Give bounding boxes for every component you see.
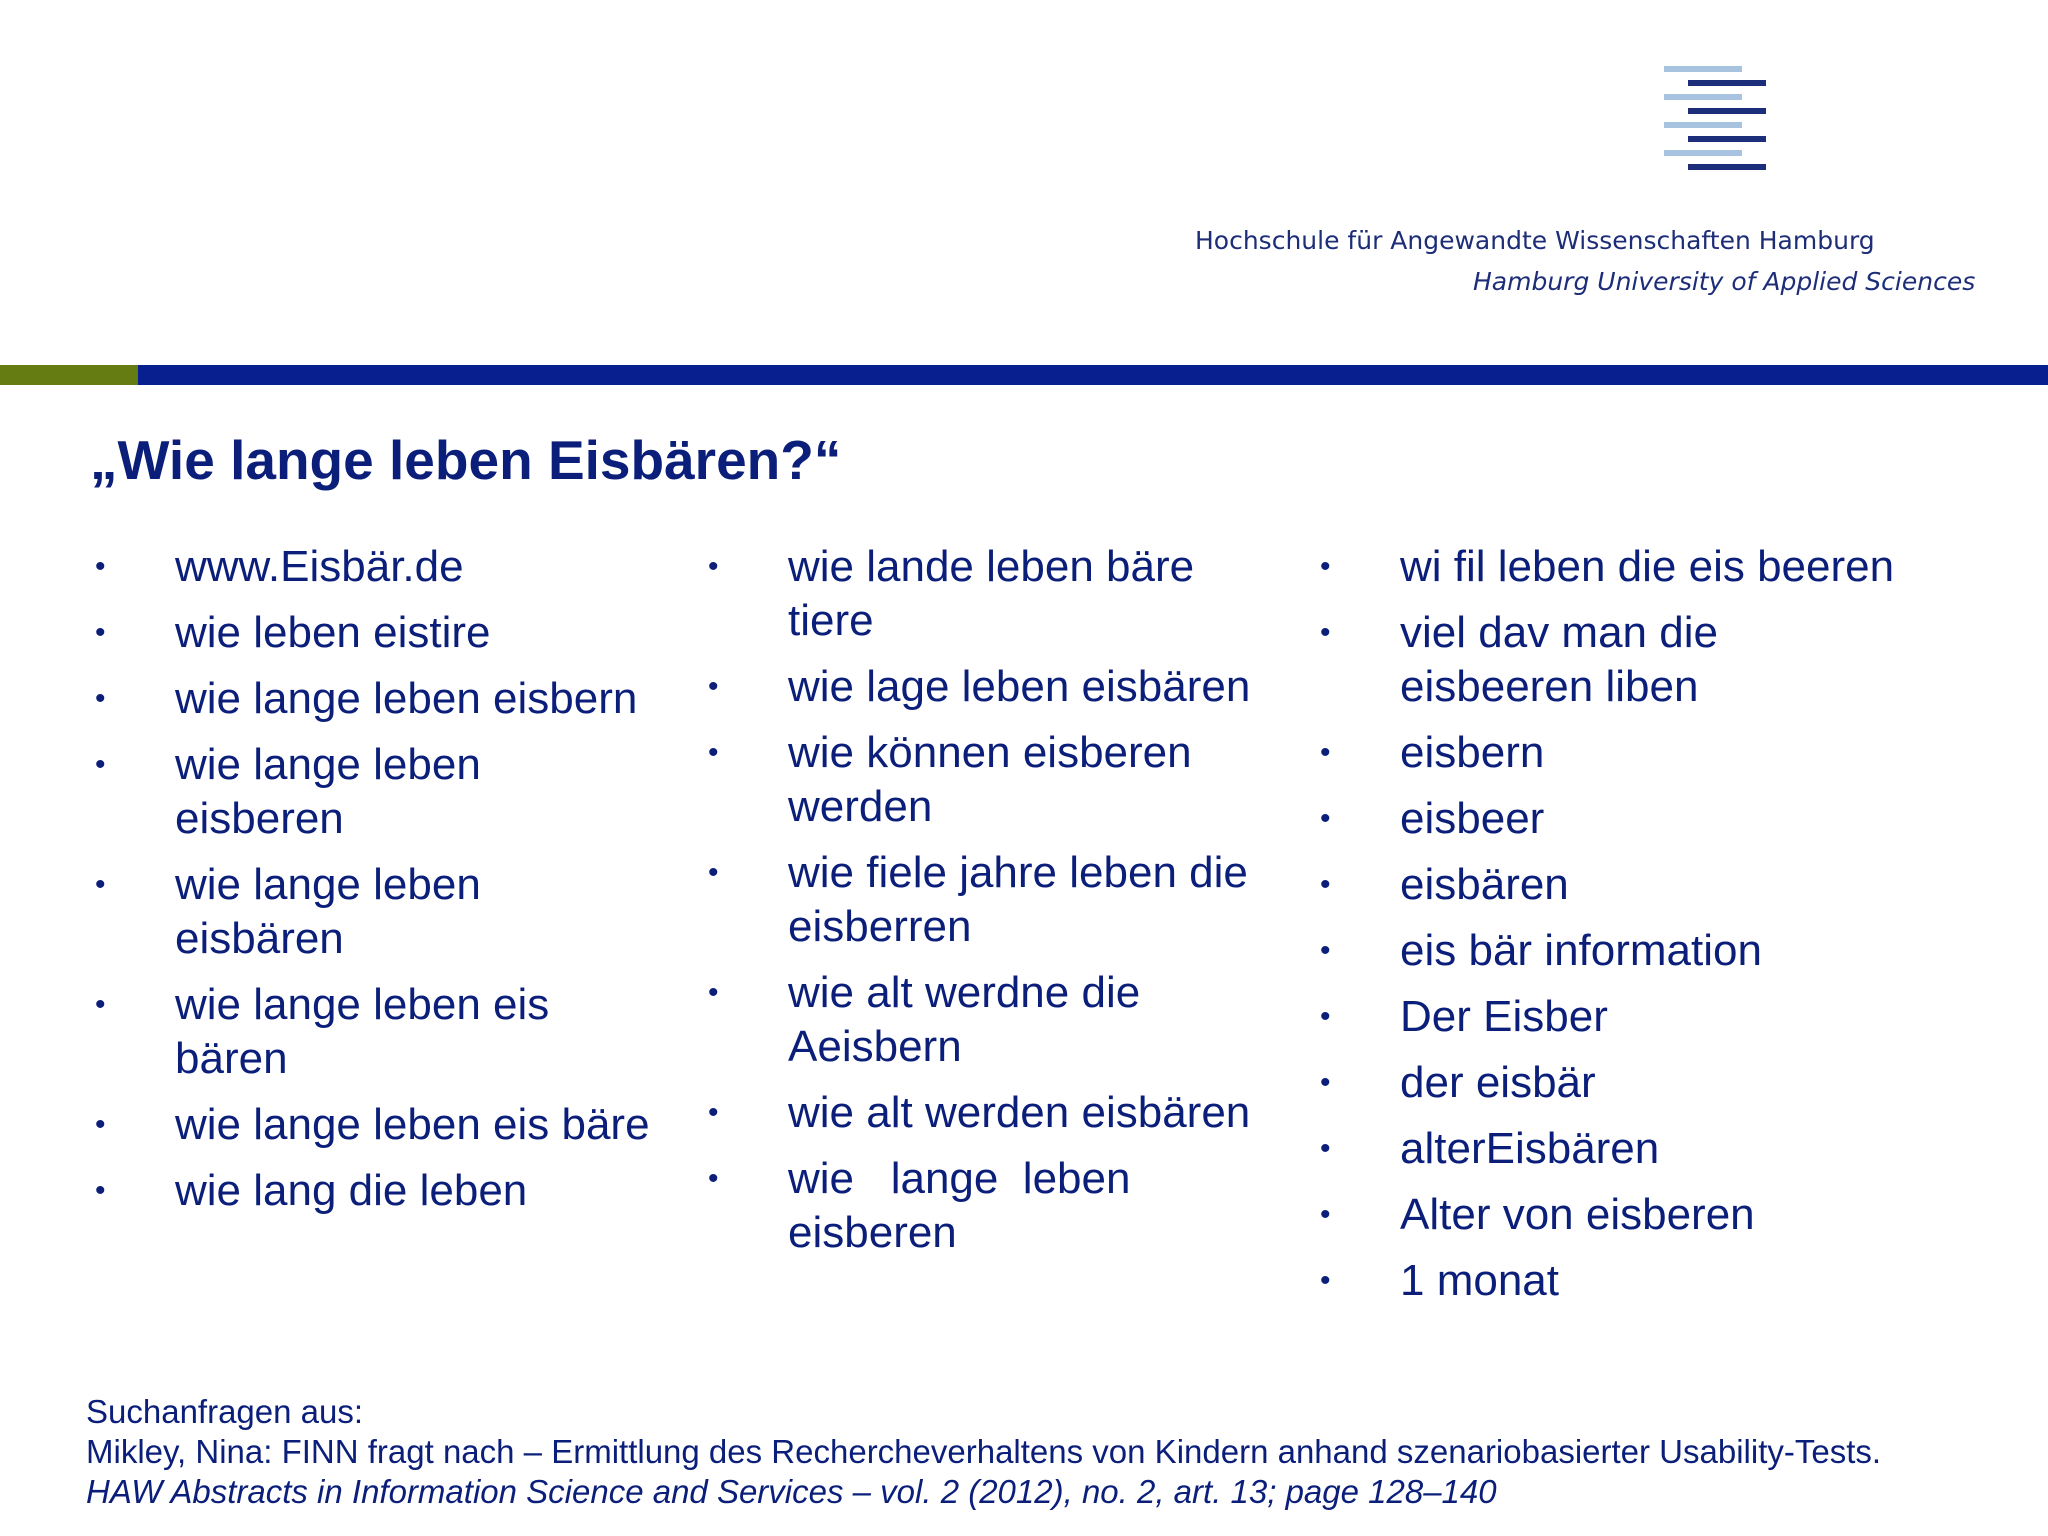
query-list-item bbox=[708, 726, 1268, 834]
query-list-item bbox=[1320, 792, 1920, 846]
bullet-icon: • bbox=[95, 1108, 106, 1141]
bullet-icon: • bbox=[1320, 1000, 1331, 1033]
query-list-item bbox=[708, 966, 1268, 1074]
bullet-icon: • bbox=[708, 1162, 719, 1195]
query-list-item bbox=[1320, 1254, 1920, 1308]
query-text: wie lande leben bäre tiere bbox=[788, 542, 1207, 645]
query-list-item bbox=[1320, 990, 1920, 1044]
bullet-icon: • bbox=[708, 550, 719, 583]
bullet-icon: • bbox=[1320, 550, 1331, 583]
query-list-item bbox=[95, 606, 655, 660]
bullet-icon: • bbox=[708, 856, 719, 889]
query-text: wie lage leben eisbären bbox=[788, 662, 1251, 711]
query-list-item bbox=[95, 672, 655, 726]
haw-logo-icon bbox=[1660, 66, 1770, 178]
bullet-icon: • bbox=[708, 1096, 719, 1129]
source-citation-text: Mikley, Nina: FINN fragt nach – Ermittlung des Rechercheverhaltens von Kindern anhand szenariobasierter Usability-Tests. bbox=[86, 1433, 1882, 1470]
query-text: wie lange leben eis bären bbox=[175, 980, 562, 1083]
bullet-icon: • bbox=[708, 670, 719, 703]
query-text: eisbeer bbox=[1400, 794, 1545, 843]
bullet-icon: • bbox=[95, 748, 106, 781]
query-text: wie lange leben eisbern bbox=[175, 674, 638, 723]
bullet-icon: • bbox=[1320, 1264, 1331, 1297]
bullet-icon: • bbox=[95, 1174, 106, 1207]
query-list-item bbox=[708, 660, 1268, 714]
bullet-icon: • bbox=[1320, 1066, 1331, 1099]
bullet-icon: • bbox=[1320, 616, 1331, 649]
query-text: eisbären bbox=[1400, 860, 1569, 909]
query-list-item bbox=[708, 1086, 1268, 1140]
query-text: wie leben eistire bbox=[175, 608, 491, 657]
query-text: wie lange leben eisberen bbox=[175, 740, 494, 843]
query-text: wie fiele jahre leben die eisberren bbox=[788, 848, 1261, 951]
query-list-item bbox=[95, 540, 655, 594]
bullet-icon: • bbox=[1320, 868, 1331, 901]
org-name-english: Hamburg University of Applied Sciences bbox=[1473, 267, 1976, 296]
query-column-2 bbox=[708, 540, 1268, 1272]
bullet-icon: • bbox=[708, 736, 719, 769]
bullet-icon: • bbox=[95, 868, 106, 901]
query-text: eisbern bbox=[1400, 728, 1545, 777]
query-text: www.Eisbär.de bbox=[175, 542, 464, 591]
query-list-item bbox=[1320, 726, 1920, 780]
query-list-item bbox=[708, 540, 1268, 648]
query-list-item bbox=[95, 738, 655, 846]
bullet-icon: • bbox=[95, 550, 106, 583]
query-list-item bbox=[708, 846, 1268, 954]
query-text: wie alt werdne die Aeisbern bbox=[788, 968, 1150, 1071]
query-list-item bbox=[1320, 858, 1920, 912]
bullet-icon: • bbox=[1320, 934, 1331, 967]
source-journal: HAW Abstracts in Information Science and Services – vol. 2 (2012), no. 2, art. 13; page 128–140 bbox=[86, 1473, 1497, 1510]
query-list-item bbox=[95, 1164, 655, 1218]
query-text: wie lang die leben bbox=[175, 1166, 528, 1215]
bullet-icon: • bbox=[1320, 802, 1331, 835]
query-text: wie lange leben eis bäre bbox=[175, 1100, 650, 1149]
query-list-item bbox=[1320, 540, 1920, 594]
query-list-item bbox=[95, 1098, 655, 1152]
query-text: eis bär information bbox=[1400, 926, 1762, 975]
bullet-icon: • bbox=[95, 682, 106, 715]
query-text: wie lange leben eisbären bbox=[175, 860, 494, 963]
query-list-item bbox=[1320, 1122, 1920, 1176]
query-list-item bbox=[95, 978, 655, 1086]
query-text: alterEisbären bbox=[1400, 1124, 1660, 1173]
query-text: Der Eisber bbox=[1400, 992, 1608, 1041]
bullet-icon: • bbox=[1320, 1132, 1331, 1165]
query-list-item bbox=[1320, 924, 1920, 978]
query-text: der eisbär bbox=[1400, 1058, 1596, 1107]
source-citation bbox=[86, 1392, 1881, 1512]
query-list-item bbox=[95, 858, 655, 966]
bullet-icon: • bbox=[1320, 1198, 1331, 1231]
query-list-item bbox=[1320, 606, 1920, 714]
query-text: wie alt werden eisbären bbox=[788, 1088, 1251, 1137]
query-text: wie lange leben eisberen bbox=[788, 1154, 1143, 1257]
query-column-1 bbox=[95, 540, 655, 1230]
bullet-icon: • bbox=[708, 976, 719, 1009]
query-column-3 bbox=[1320, 540, 1920, 1320]
divider-blue-segment bbox=[138, 365, 2048, 385]
bullet-icon: • bbox=[95, 988, 106, 1021]
query-text: wi fil leben die eis beeren bbox=[1400, 542, 1895, 591]
org-name-german: Hochschule für Angewandte Wissenschaften Hamburg bbox=[1195, 226, 1875, 255]
divider-green-segment bbox=[0, 365, 138, 385]
query-text: viel dav man die eisbeeren liben bbox=[1400, 608, 1731, 711]
query-list-item bbox=[1320, 1188, 1920, 1242]
query-text: 1 monat bbox=[1400, 1256, 1559, 1305]
query-list-item bbox=[708, 1152, 1268, 1260]
query-text: Alter von eisberen bbox=[1400, 1190, 1755, 1239]
bullet-icon: • bbox=[1320, 736, 1331, 769]
query-text: wie können eisberen werden bbox=[788, 728, 1204, 831]
query-list-item bbox=[1320, 1056, 1920, 1110]
bullet-icon: • bbox=[95, 616, 106, 649]
header-divider-stripe bbox=[0, 365, 2048, 385]
slide-title: „Wie lange leben Eisbären?“ bbox=[90, 429, 842, 491]
source-label: Suchanfragen aus: bbox=[86, 1393, 364, 1430]
